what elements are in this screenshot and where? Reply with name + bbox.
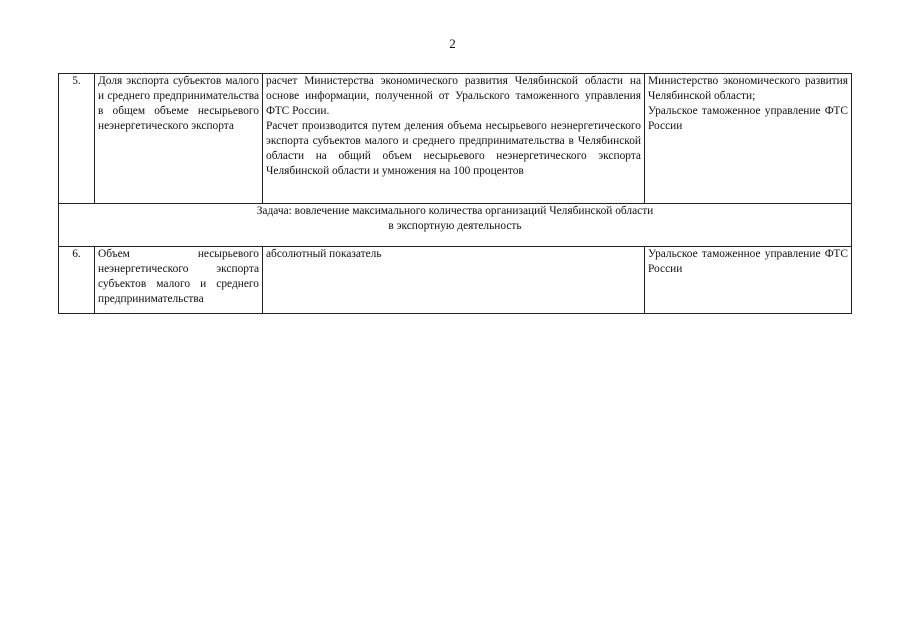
calculation-method-text: Расчет производится путем деления объема несырьевого неэнергетического экспорта субъектов малого и среднего предпринимательства в Челябинской области на общий объем несырьевого неэнергетического экспорта Челябинской области и умножения на 100 процентов: [266, 120, 641, 177]
row-number: 6.: [59, 247, 95, 314]
row-number: 5.: [59, 74, 95, 204]
table-row: [59, 74, 852, 204]
page-number: 2: [449, 36, 456, 51]
data-source-text: Министерство экономического развития Челябинской области;: [648, 75, 848, 102]
calculation-method-text: расчет Министерства экономического развития Челябинской области на основе информации, полученной от Уральского таможенного управления ФТС России.: [266, 75, 641, 117]
task-heading-line: Задача: вовлечение максимального количества организаций Челябинской области: [256, 205, 654, 217]
calculation-method: [263, 74, 645, 204]
table-row: [59, 247, 852, 314]
data-source: [645, 74, 852, 204]
indicator-name: Объем несырьевого неэнергетического экспорта субъектов малого и среднего предпринимательства: [95, 247, 263, 314]
task-row: [59, 204, 852, 247]
task-heading: [59, 204, 852, 247]
indicator-name: Доля экспорта субъектов малого и среднего предпринимательства в общем объеме несырьевого неэнергетического экспорта: [95, 74, 263, 204]
data-source: Уральское таможенное управление ФТС России: [645, 247, 852, 314]
data-source-text: Уральское таможенное управление ФТС России: [648, 105, 848, 132]
calculation-method: абсолютный показатель: [263, 247, 645, 314]
task-heading-line: в экспортную деятельность: [388, 220, 522, 232]
indicators-table: [58, 73, 852, 314]
